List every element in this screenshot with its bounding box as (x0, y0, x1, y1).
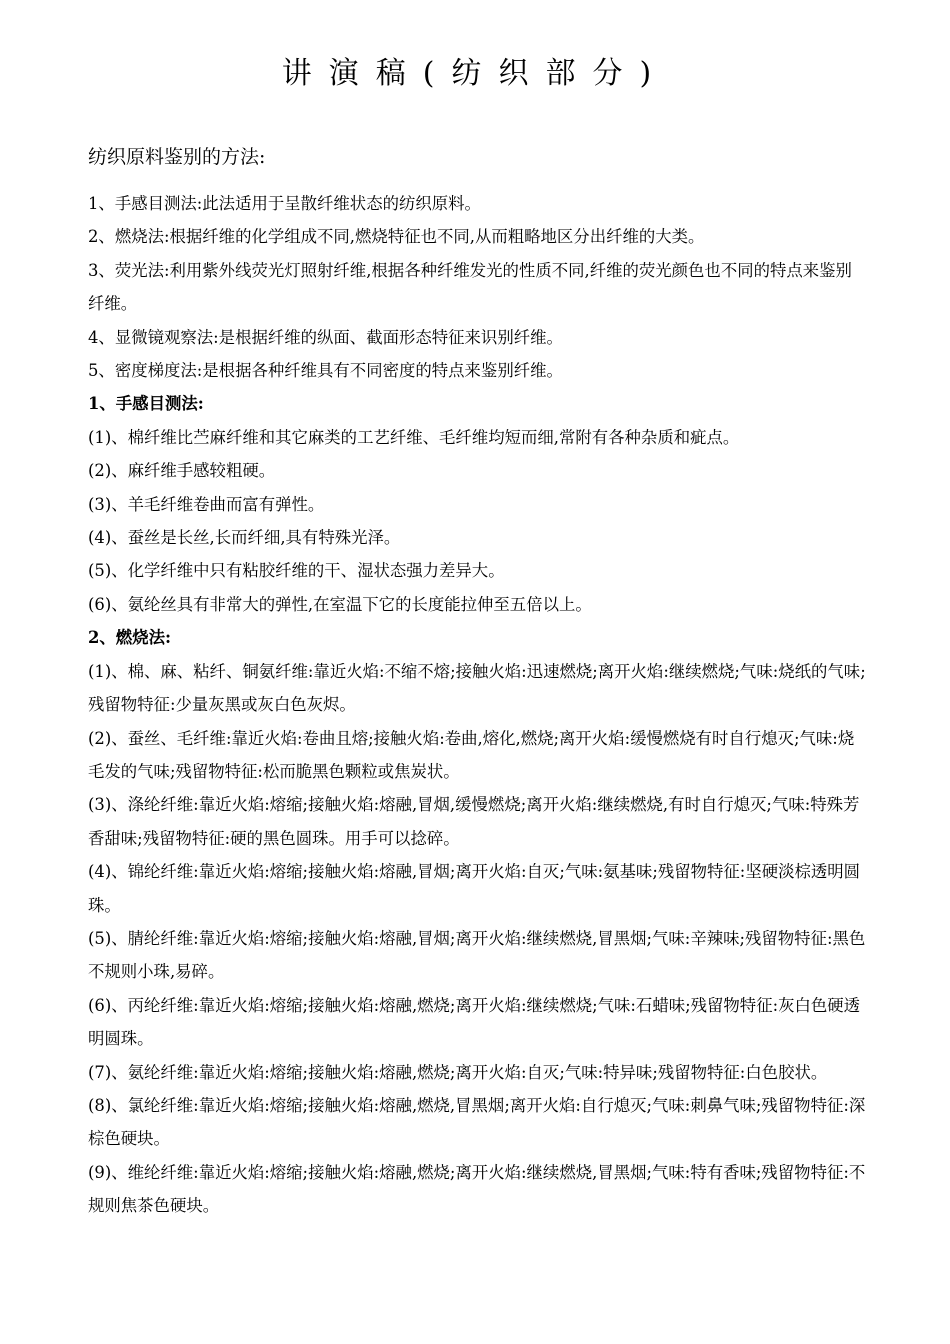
method-item: 4、显微镜观察法:是根据纤维的纵面、截面形态特征来识别纤维。 (88, 327, 563, 347)
burning-item: (6)、丙纶纤维:靠近火焰:熔缩;接触火焰:熔融,燃烧;离开火焰:继续燃烧;气味:石蜡味;残留物特征:灰白色硬透明圆珠。 (88, 995, 861, 1049)
page-title: 讲演稿(纺织部分) (281, 56, 669, 91)
document-body (88, 187, 868, 1223)
touch-visual-item: (5)、化学纤维中只有粘胶纤维的干、湿状态强力差异大。 (88, 561, 505, 581)
burning-item: (9)、维纶纤维:靠近火焰:熔缩;接触火焰:熔融,燃烧;离开火焰:继续燃烧,冒黑烟;气味:特有香味;残留物特征:不规则焦茶色硬块。 (88, 1162, 866, 1216)
method-item: 5、密度梯度法:是根据各种纤维具有不同密度的特点来鉴别纤维。 (88, 361, 563, 381)
section-heading-burning: 2、燃烧法: (88, 628, 172, 648)
burning-item: (3)、涤纶纤维:靠近火焰:熔缩;接触火焰:熔融,冒烟,缓慢燃烧;离开火焰:继续燃烧,有时自行熄灭;气味:特殊芳香甜味;残留物特征:硬的黑色圆珠。用手可以捻碎。 (88, 795, 860, 848)
touch-visual-item: (1)、棉纤维比苎麻纤维和其它麻类的工艺纤维、毛纤维均短而细,常附有各种杂质和疵点。 (88, 427, 740, 447)
touch-visual-item: (3)、羊毛纤维卷曲而富有弹性。 (88, 494, 325, 514)
burning-item: (7)、氨纶纤维:靠近火焰:熔缩;接触火焰:熔融,燃烧;离开火焰:自灭;气味:特异味;残留物特征:白色胶状。 (88, 1062, 828, 1082)
touch-visual-item: (2)、麻纤维手感较粗硬。 (88, 461, 276, 481)
section-subtitle: 纺织原料鉴别的方法: (88, 146, 266, 168)
section-heading-touch-visual: 1、手感目测法: (88, 394, 204, 414)
touch-visual-item: (6)、氨纶丝具有非常大的弹性,在室温下它的长度能拉伸至五倍以上。 (88, 594, 592, 614)
burning-item: (5)、腈纶纤维:靠近火焰:熔缩;接触火焰:熔融,冒烟;离开火焰:继续燃烧,冒黑烟;气味:辛辣味;残留物特征:黑色不规则小珠,易碎。 (88, 928, 866, 982)
touch-visual-item: (4)、蚕丝是长丝,长而纤细,具有特殊光泽。 (88, 528, 401, 548)
method-item: 3、荧光法:利用紫外线荧光灯照射纤维,根据各种纤维发光的性质不同,纤维的荧光颜色也不同的特点来鉴别纤维。 (88, 260, 852, 314)
burning-item: (2)、蚕丝、毛纤维:靠近火焰:卷曲且熔;接触火焰:卷曲,熔化,燃烧;离开火焰:缓慢燃烧有时自行熄灭;气味:烧毛发的气味;残留物特征:松而脆黑色颗粒或焦炭状。 (88, 728, 855, 781)
burning-item: (1)、棉、麻、粘纤、铜氨纤维:靠近火焰:不缩不熔;接触火焰:迅速燃烧;离开火焰:继续燃烧;气味:烧纸的气味;残留物特征:少量灰黑或灰白色灰烬。 (88, 661, 866, 715)
burning-item: (8)、氯纶纤维:靠近火焰:熔缩;接触火焰:熔融,燃烧,冒黑烟;离开火焰:自行熄灭;气味:刺鼻气味;残留物特征:深棕色硬块。 (88, 1095, 866, 1149)
burning-item: (4)、锦纶纤维:靠近火焰:熔缩;接触火焰:熔融,冒烟;离开火焰:自灭;气味:氨基味;残留物特征:坚硬淡棕透明圆珠。 (88, 862, 861, 915)
method-item: 2、燃烧法:根据纤维的化学组成不同,燃烧特征也不同,从而粗略地区分出纤维的大类。 (88, 227, 705, 247)
method-item: 1、手感目测法:此法适用于呈散纤维状态的纺织原料。 (88, 194, 481, 213)
